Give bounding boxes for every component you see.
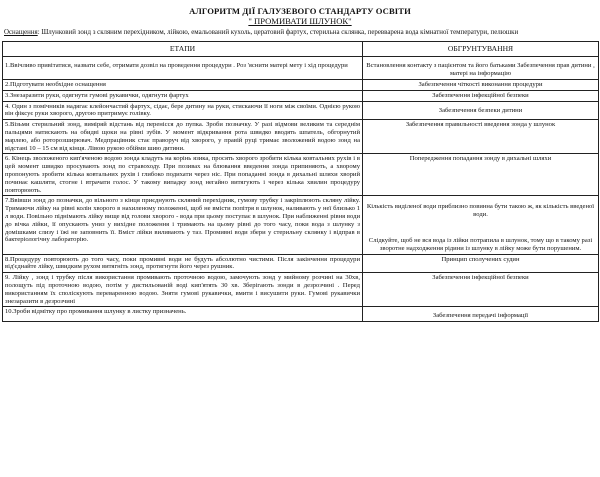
document-subtitle	[0, 16, 600, 26]
reason-cell: Забезпечення чіткості виконання процедури	[363, 79, 599, 90]
stage-cell: 8.Процедуру повторюють до того часу, поки промивні води не будуть абсолютно чистими. Після закінчення процедури від'єднайте лійку, швидким рухом витягніть зонд, протягнути його через рушник.	[3, 254, 363, 273]
stage-cell: 6. Кінець зволоженого кип'яченою водою зонда кладуть на корінь язика, просять хворого зробити кілька ковтальних рухів і в цей момент швидко просувають зонд по стравоходу. При позивах на блювання введення зонда припиняють, а хворому пропонують зробити кілька ковтальних рухів і глибоко подихати через ніс. При попаданні зонда в дихальні шляхи хворий починає кашляти, стогне і втрачати голос. У такому випадку зонд негайно витягують і через кілька хвилин процедуру повторюють.	[3, 154, 363, 196]
table-row	[3, 101, 599, 120]
stage-cell: 10.Зроби відмітку про промивання шлунку в листку призначень.	[3, 307, 363, 322]
table-row	[3, 90, 599, 101]
equipment-paragraph	[0, 26, 600, 38]
reason-cell: Забезпечення безпеки дитини	[363, 101, 599, 120]
equipment-text: : Шлунковий зонд з скляним перехідником, лійкою, емальований кухоль, цератовий фартух, стерильна склянка, перевварена вода кімнатної температури, пелюшки	[37, 29, 519, 36]
subtitle-text: " ПРОМИВАТИ ШЛУНОК"	[248, 16, 352, 26]
stage-cell: 3.Знезаразити руки, одягнути гумові рукавички, одягнути фартух	[3, 90, 363, 101]
table-row	[3, 79, 599, 90]
reason-cell: Забезпечення інфекційної безпеки	[363, 273, 599, 307]
reason-cell: Забезпечення передачі інформації	[363, 307, 599, 322]
equipment-label: Оснащення	[4, 29, 38, 36]
reason-cell: Забезпечення правильності введення зонда у шлунок	[363, 120, 599, 154]
table-row	[3, 273, 599, 307]
header-justification: ОБГРУНТУВАННЯ	[363, 41, 599, 57]
header-stages: ЕТАПИ	[3, 41, 363, 57]
stage-cell: 2.Підготувати необхідне оснащення	[3, 79, 363, 90]
stage-cell: 7.Ввівши зонд до позначки, до вільного з кінця приєднують скляний перехідник, гумову трубку і закріплюють скляну лійку. Тримаючи лійку на рівні колін хворого в нахиленому положенні, щоб не вмісти попітря в шлунок, наливають у неї близько 1 л води. Повільно піднімають лійку вище від голови хворого - вода при цьому поступає в шлунок. При наближенні рівня води до вічка лійки, її опускають униз у вихідне положення і тримають на цьому рівні до того часу, поки вода з шлунку з домішками слизу і їжі не заповнить її. Вміст лійки виливають у таз. Промивні води збери у стерильну склянку і відправ в бактеріологічну лабораторію.	[3, 196, 363, 254]
stage-cell: 4. Один з помічників надягає клейончастий фартух, сідає, бере дитину на руки, стискаючи її ноги між своїми. Однією рукою він фіксує руки хворого, другою притримує голівку.	[3, 101, 363, 120]
table-header-row	[3, 41, 599, 57]
table-row	[3, 307, 599, 322]
table-row	[3, 196, 599, 254]
reason-cell	[363, 196, 599, 254]
table-row	[3, 57, 599, 80]
stage-cell: 5.Візьми стерильний зонд, виміряй відстань від перенісся до пупка. Зроби позначку. У разі відмови великим та середнім пальцями натискають на обидві щоки на рівні зубів. У момент відкривання рота швидко вводять шпатель, обгорнутий марлею, або роторозширювач. Медпрацівник стає праворуч від хворого, у правій руці тримає зволожений водою зонд на відстані 10 – 15 см від кінця. Лівою рукою обійми шию дитини.	[3, 120, 363, 154]
table-row	[3, 254, 599, 273]
reason-cell: Попередження попадання зонду в дихальні шляхи	[363, 154, 599, 196]
table-row	[3, 154, 599, 196]
stage-cell: 9. Лійку , зонд і трубку після використання промивають проточною водою, замочують зонд у мийному розчині на 30хв, полощуть під проточною водою, потім у дистильованій воді кип'ятять 30 хв. Зберігають зонди в дезрозчині . Перед використанням їх споліскують переваренною водою. Зняти гумові рукавички, вмити і висушити руки. Гумові рукавички знезаразити в дезрозчині	[3, 273, 363, 307]
reason-text-volume: Кількість виділеної води приблизно повинна бути такою ж, як кількість введеної води.	[366, 203, 595, 219]
stage-cell: 1.Ввічливо привітатися, назвати себе, отримати дозвіл на проведення процедури . Роз 'яснити матері мету і хід процедури	[3, 57, 363, 80]
reason-text-warning: Слідкуйте, щоб не вся вода із лійки потрапила в шлунок, тому що в такому разі зворотне надходження рідини із шлунку в лійку може бути порушеним.	[368, 236, 593, 252]
reason-cell: Принцип сполучених судин	[363, 254, 599, 273]
algorithm-table	[2, 41, 599, 323]
reason-cell: Встановлення контакту з пацієнтом та його батьками Забезпечення прав дитини , матері на інформацію	[363, 57, 599, 80]
table-row	[3, 120, 599, 154]
document-title: АЛГОРИТМ ДІЇ ГАЛУЗЕВОГО СТАНДАРТУ ОСВІТИ	[189, 6, 411, 16]
reason-cell: Забезпечення інфекційної безпеки	[363, 90, 599, 101]
